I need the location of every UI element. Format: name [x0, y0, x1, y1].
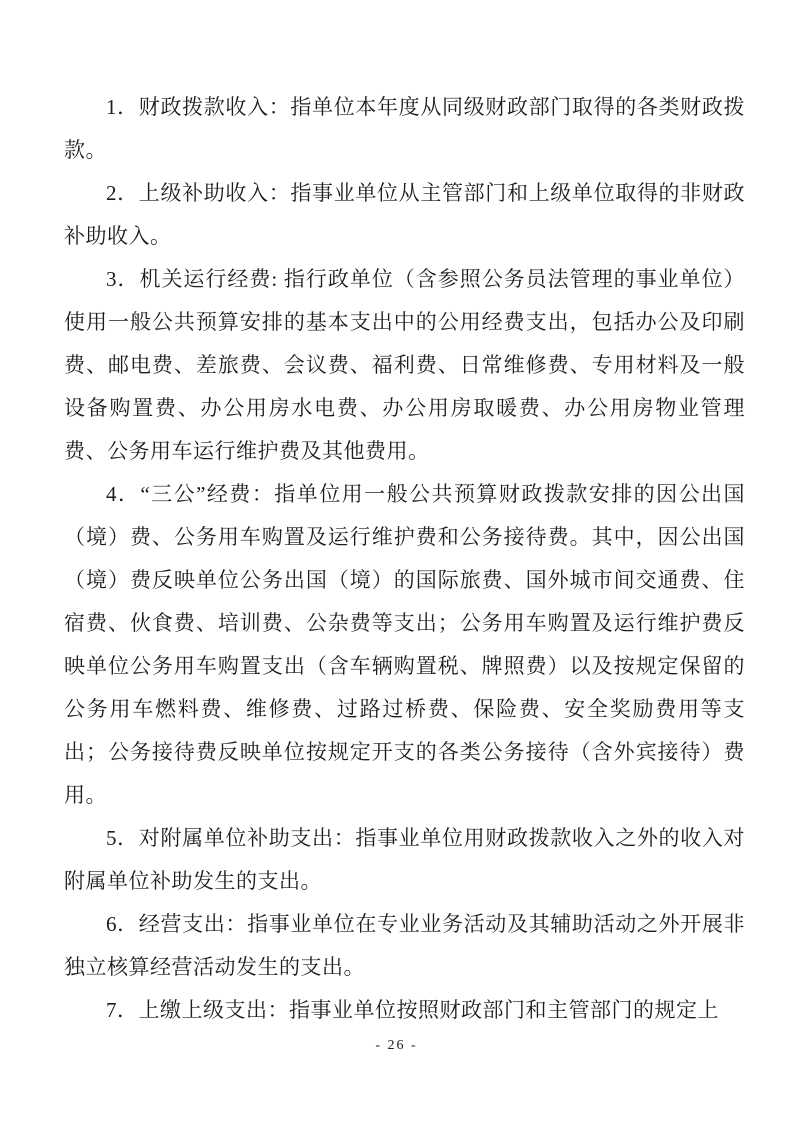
document-body	[64, 86, 745, 1032]
paragraph-3: 3．机关运行经费: 指行政单位（含参照公务员法管理的事业单位）使用一般公共预算安排的基本支出中的公用经费支出，包括办公及印刷费、邮电费、差旅费、会议费、福利费、日常维修费、专用材料及一般设备购置费、办公用房水电费、办公用房取暖费、办公用房物业管理费、公务用车运行维护费及其他费用。	[64, 267, 745, 463]
paragraph-2: 2．上级补助收入：指事业单位从主管部门和上级单位取得的非财政补助收入。	[64, 181, 745, 248]
paragraph-6: 6．经营支出：指事业单位在专业业务活动及其辅助活动之外开展非独立核算经营活动发生的支出。	[64, 912, 745, 979]
page-number: - 26 -	[375, 1038, 418, 1053]
page-footer	[0, 1036, 793, 1054]
paragraph-4: 4．“三公”经费：指单位用一般公共预算财政拨款安排的因公出国（境）费、公务用车购置及运行维护费和公务接待费。其中，因公出国（境）费反映单位公务出国（境）的国际旅费、国外城市间交通费、住宿费、伙食费、培训费、公杂费等支出；公务用车购置及运行维护费反映单位公务用车购置支出（含车辆购置税、牌照费）以及按规定保留的公务用车燃料费、维修费、过路过桥费、保险费、安全奖励费用等支出；公务接待费反映单位按规定开支的各类公务接待（含外宾接待）费用。	[64, 482, 745, 807]
paragraph-5: 5．对附属单位补助支出：指事业单位用财政拨款收入之外的收入对附属单位补助发生的支出。	[64, 826, 745, 893]
paragraph-7: 7．上缴上级支出：指事业单位按照财政部门和主管部门的规定上	[106, 998, 719, 1022]
paragraph-1: 1．财政拨款收入：指单位本年度从同级财政部门取得的各类财政拨款。	[64, 95, 745, 162]
